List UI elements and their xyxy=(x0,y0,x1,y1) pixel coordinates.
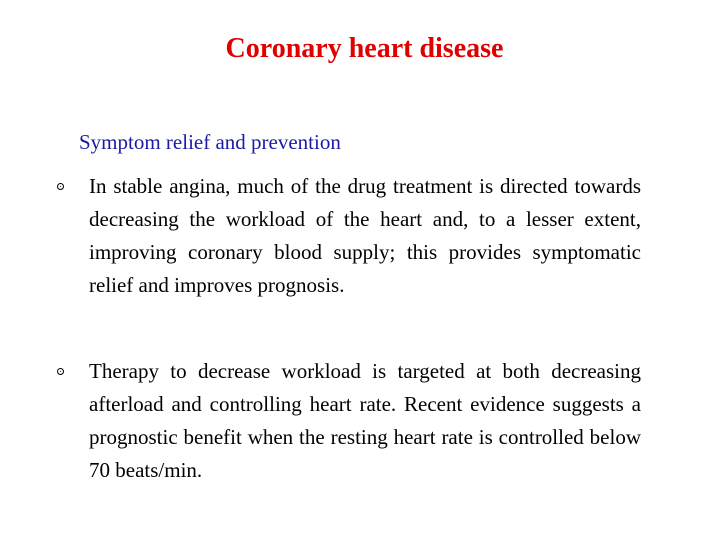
bullet-text: In stable angina, much of the drug treatment is directed towards decreasing the workload of the heart and, to a lesser extent, improving coronary blood supply; this provides symptomatic relief and improves prognosis. xyxy=(89,174,641,297)
bullet-text: Therapy to decrease workload is targeted at both decreasing afterload and controlling heart rate. Recent evidence suggests a prognostic benefit when the resting heart rate is controlled below 70 beats/min. xyxy=(89,359,641,482)
bullet-item xyxy=(57,355,641,487)
bullet-icon xyxy=(57,368,64,375)
bullet-icon xyxy=(57,183,64,190)
section-subheading: Symptom relief and prevention xyxy=(79,130,341,154)
slide-title: Coronary heart disease xyxy=(225,33,504,64)
bullet-item xyxy=(57,170,641,302)
